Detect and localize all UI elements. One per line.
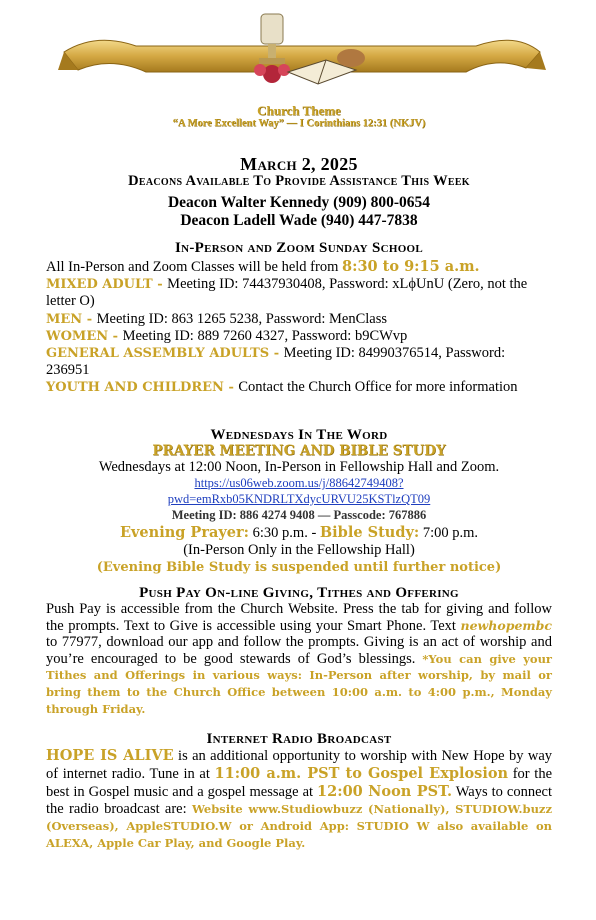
sunday-school-heading: In-Person and Zoom Sunday School bbox=[174, 240, 424, 256]
evening-times: Evening Prayer: 6:30 p.m. - Bible Study: 7:00 p.m. bbox=[119, 524, 479, 541]
giving-ways-note: *You can give your Tithes and Offerings in various ways: In-Person after worship, by mail or bring them to the Church Office between 10:00 a.m. to 4:00 p.m., Monday through Friday. bbox=[46, 651, 552, 716]
text-keyword: newhopembc bbox=[460, 617, 552, 633]
evening-section bbox=[46, 524, 552, 576]
theme-title: Church Theme bbox=[257, 103, 341, 118]
class-men: MEN - Meeting ID: 863 1265 5238, Password: MenClass bbox=[46, 310, 388, 327]
class-women: WOMEN - Meeting ID: 889 7260 4327, Password: b9CWvp bbox=[46, 327, 408, 344]
sunday-school-intro: All In-Person and Zoom Classes will be held from 8:30 to 9:15 a.m. bbox=[46, 258, 480, 275]
giving-heading: Push Pay On-line Giving, Tithes and Offering bbox=[139, 585, 459, 601]
wednesday-meeting-id: Meeting ID: 886 4274 9408 — Passcode: 767886 bbox=[171, 508, 427, 522]
radio-brand: HOPE IS ALIVE bbox=[46, 747, 174, 764]
bulletin-date: March 2, 2025 bbox=[240, 154, 358, 174]
wednesday-schedule: Wednesdays at 12:00 Noon, In-Person in Fellowship Hall and Zoom. bbox=[98, 459, 500, 475]
wednesday-section bbox=[46, 443, 552, 523]
banner-scroll-icon bbox=[56, 12, 546, 96]
giving-paragraph: Push Pay is accessible from the Church Website. Press the tab for giving and follow the prompts. Text to Give is accessible using your Smart Phone. Text newhopembc to 77977, download our app and follow the prompts. Giving is an act of worship and you’re encouraged to be good stewards of God’s blessings. *You can give your Tithes and Offerings in various ways: In-Person after worship, by mail or bring them to the Church Office between 10:00 a.m. to 4:00 p.m., Monday through Friday. bbox=[46, 601, 552, 716]
class-general-assembly: GENERAL ASSEMBLY ADULTS - Meeting ID: 84990376514, Password: 236951 bbox=[46, 345, 506, 379]
prayer-meeting-subheading: PRAYER MEETING AND BIBLE STUDY bbox=[152, 443, 446, 459]
radio-paragraph: HOPE IS ALIVE is an additional opportunity to worship with New Hope by way of internet radio. Tune in at 11:00 a.m. PST to Gospel Explosion for the best in Gospel music and a gospel message at 12:00 Noon PST. Ways to connect the radio broadcast are: Website www.Studiowbuzz (Nationally), STUDIOW.buzz (Overseas), AppleSTUDIO.W or Android App: STUDIO W also available on ALEXA, Apple Car Play, and Google Play. bbox=[46, 747, 553, 850]
class-mixed-adult: MIXED ADULT - Meeting ID: 74437930408, Password: xLϕUnU (Zero, not the letter O) bbox=[46, 276, 528, 310]
radio-heading: Internet Radio Broadcast bbox=[206, 731, 392, 747]
sunday-school-section bbox=[46, 258, 552, 397]
zoom-link-line-2[interactable]: pwd=emRxb05KNDRLTXdycURVU25KSTlzQT09 bbox=[167, 492, 431, 506]
radio-connect-options: Website www.Studiowbuzz (Nationally), STUDIOW.buzz (Overseas), AppleSTUDIO.W or Android App: STUDIO W also available on ALEXA, Apple Car Play, and Google Play. bbox=[46, 802, 552, 850]
deacon-1: Deacon Walter Kennedy (909) 800-0654 bbox=[167, 194, 431, 211]
zoom-link-line-1[interactable]: https://us06web.zoom.us/j/88642749408? bbox=[194, 476, 404, 490]
deacon-2: Deacon Ladell Wade (940) 447-7838 bbox=[180, 212, 418, 229]
theme-verse: “A More Excellent Way” — I Corinthians 12:31 (NKJV) bbox=[172, 118, 426, 129]
deacons-list bbox=[46, 194, 552, 230]
suspended-note: (Evening Bible Study is suspended until further notice) bbox=[96, 560, 502, 575]
deacons-heading: Deacons Available To Provide Assistance This Week bbox=[128, 173, 470, 189]
wednesday-heading: Wednesdays In The Word bbox=[210, 427, 388, 443]
class-youth-children: YOUTH AND CHILDREN - Contact the Church Office for more information bbox=[46, 379, 518, 396]
sunday-school-time: 8:30 to 9:15 a.m. bbox=[342, 258, 480, 275]
in-person-note: (In-Person Only in the Fellowship Hall) bbox=[183, 542, 415, 558]
